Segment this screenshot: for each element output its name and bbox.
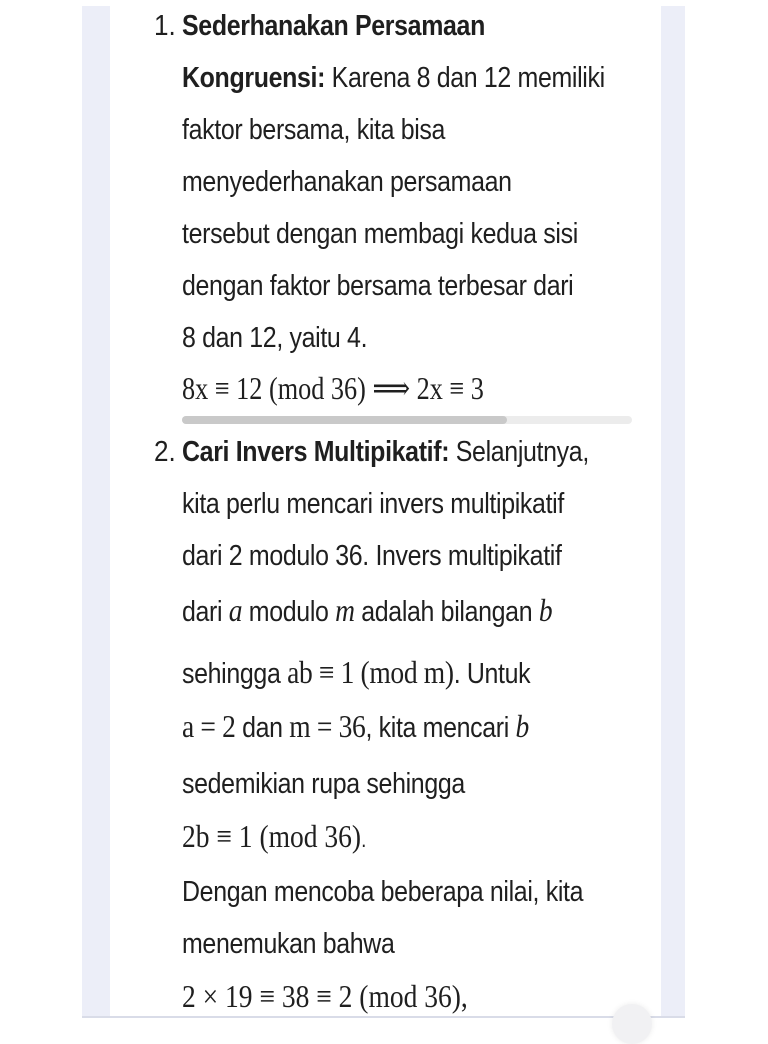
math-a-value: a = 2 xyxy=(182,708,236,744)
step-text: dari xyxy=(182,596,229,628)
step-text: adalah bilangan xyxy=(354,596,539,628)
right-margin xyxy=(661,6,685,1018)
step-number: 2. xyxy=(154,436,176,468)
equation-text: 2b ≡ 1 (mod 36) xyxy=(182,818,362,854)
step-number: 1. xyxy=(154,10,176,42)
step-text-line: 8 dan 12, yaitu 4. xyxy=(182,322,368,354)
equation-simplify: 8x ≡ 12 (mod 36) ⟹ 2x ≡ 3 xyxy=(182,370,484,406)
step-text-line xyxy=(182,592,552,630)
step-text-line xyxy=(182,434,589,470)
left-margin xyxy=(82,6,110,1018)
step-text-line: faktor bersama, kita bisa xyxy=(182,114,446,146)
math-inline-congruence: ab ≡ 1 (mod m) xyxy=(287,654,454,690)
equation-scroll-thumb[interactable] xyxy=(182,416,507,424)
math-var-a: a xyxy=(228,592,243,628)
step-text-line xyxy=(182,708,529,746)
step-text: , kita mencari xyxy=(365,712,516,744)
step-text-line: dari 2 modulo 36. Invers multipikatif xyxy=(182,540,562,572)
floating-action-button[interactable] xyxy=(612,1004,652,1044)
equation-check: 2 × 19 ≡ 38 ≡ 2 (mod 36), xyxy=(182,978,468,1014)
step-title: Sederhanakan Persamaan xyxy=(182,10,485,42)
math-var-m: m xyxy=(335,592,355,628)
step-text: sehingga xyxy=(182,658,288,690)
step-title: Cari Invers Multipikatif: xyxy=(182,436,450,468)
math-var-b: b xyxy=(538,592,553,628)
step-text-line: dengan faktor bersama terbesar dari xyxy=(182,270,574,302)
step-text-line: menyederhanakan persamaan xyxy=(182,166,512,198)
content-page xyxy=(110,6,661,1018)
trailing-period: . xyxy=(361,827,367,852)
step-text-line: sedemikian rupa sehingga xyxy=(182,768,465,800)
step-text: modulo xyxy=(242,596,336,628)
step-title-cont: Kongruensi: xyxy=(182,62,326,94)
step-text: . Untuk xyxy=(453,658,531,690)
step-text-line xyxy=(182,60,605,96)
step-text-line xyxy=(182,654,530,692)
step-text-line: Dengan mencoba beberapa nilai, kita xyxy=(182,876,584,908)
math-var-b: b xyxy=(515,708,529,744)
step-text-line: tersebut dengan membagi kedua sisi xyxy=(182,218,578,250)
equation-inverse xyxy=(182,818,366,858)
step-text: Selanjutnya, xyxy=(449,436,589,468)
page-bottom-border xyxy=(82,1016,685,1018)
step-text-line: kita perlu mencari invers multipikatif xyxy=(182,488,564,520)
step-text-line: menemukan bahwa xyxy=(182,928,395,960)
math-m-value: m = 36 xyxy=(289,708,366,744)
step-text: Karena 8 dan 12 memiliki xyxy=(325,62,605,94)
step-text: dan xyxy=(235,712,290,744)
